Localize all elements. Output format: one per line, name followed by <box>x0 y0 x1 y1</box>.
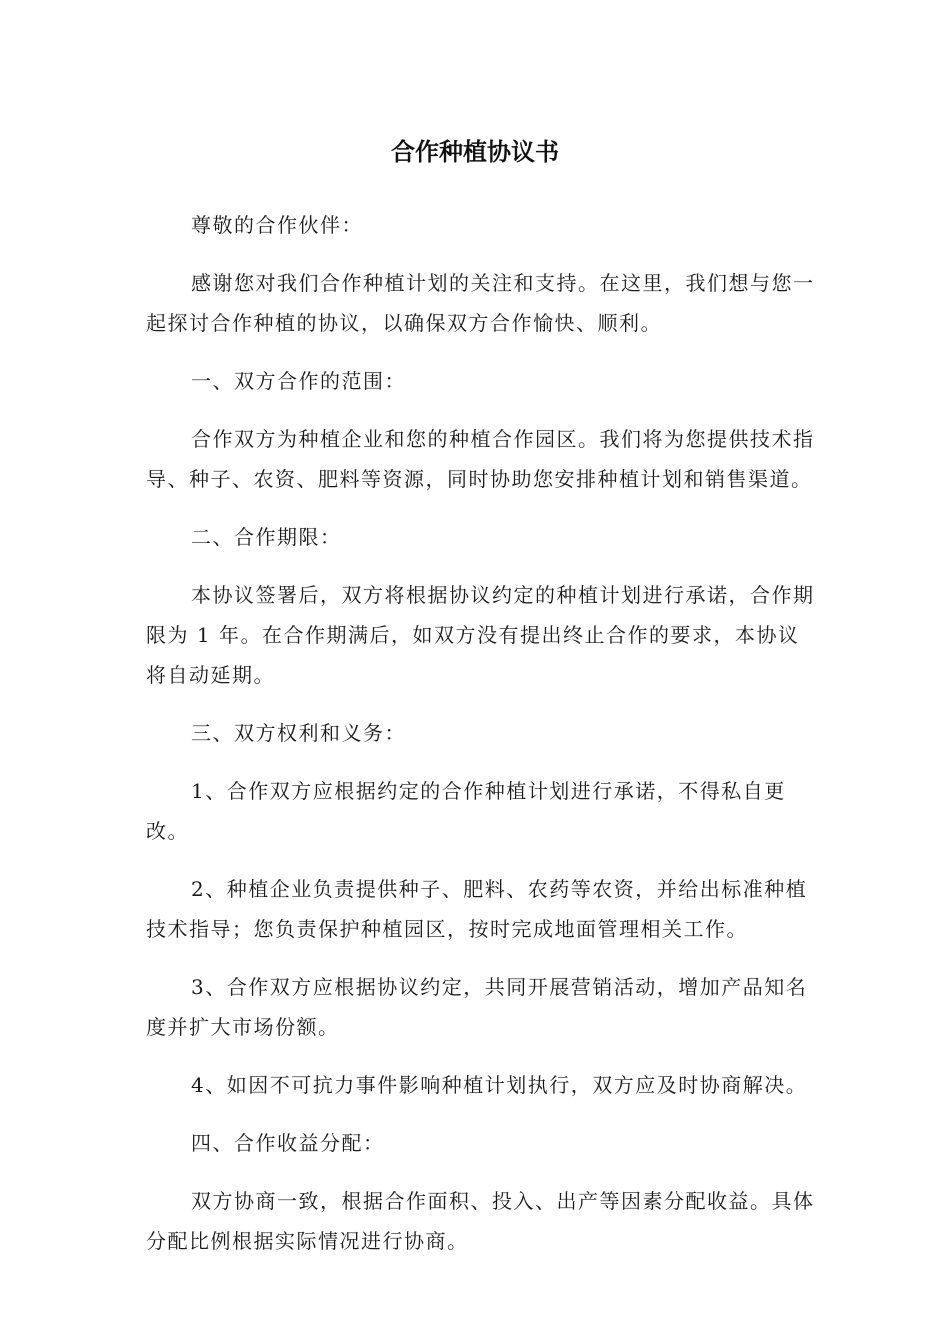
section-heading-revenue: 四、合作收益分配： <box>191 1131 385 1155</box>
greeting: 尊敬的合作伙伴： <box>191 213 363 237</box>
section-paragraph: 3、合作双方应根据协议约定，共同开展营销活动，增加产品知名度并扩大市场份额。 <box>146 975 808 1039</box>
section-paragraph: 1、合作双方应根据约定的合作种植计划进行承诺，不得私自更改。 <box>146 779 786 843</box>
section-paragraph: 双方协商一致，根据合作面积、投入、出产等因素分配收益。具体分配比例根据实际情况进行协商。 <box>146 1189 815 1253</box>
section-paragraph: 合作双方为种植企业和您的种植合作园区。我们将为您提供技术指导、种子、农资、肥料等资源，同时协助您安排种植计划和销售渠道。 <box>146 427 815 491</box>
section-paragraph: 本协议签署后，双方将根据协议约定的种植计划进行承诺，合作期限为 1 年。在合作期满后，如双方没有提出终止合作的要求，本协议将自动延期。 <box>146 583 815 687</box>
intro-paragraph: 感谢您对我们合作种植计划的关注和支持。在这里，我们想与您一起探讨合作种植的协议，以确保双方合作愉快、顺利。 <box>146 271 815 335</box>
document-body <box>146 205 818 1279</box>
section-paragraph: 2、种植企业负责提供种子、肥料、农药等农资，并给出标准种植技术指导；您负责保护种植园区，按时完成地面管理相关工作。 <box>146 877 808 941</box>
section-heading-term: 二、合作期限： <box>191 525 342 549</box>
section-paragraph: 4、如因不可抗力事件影响种植计划执行，双方应及时协商解决。 <box>191 1073 808 1097</box>
section-heading-scope: 一、双方合作的范围： <box>191 369 406 393</box>
document-title: 合作种植协议书 <box>391 138 559 166</box>
section-heading-rights: 三、双方权利和义务： <box>191 721 406 745</box>
